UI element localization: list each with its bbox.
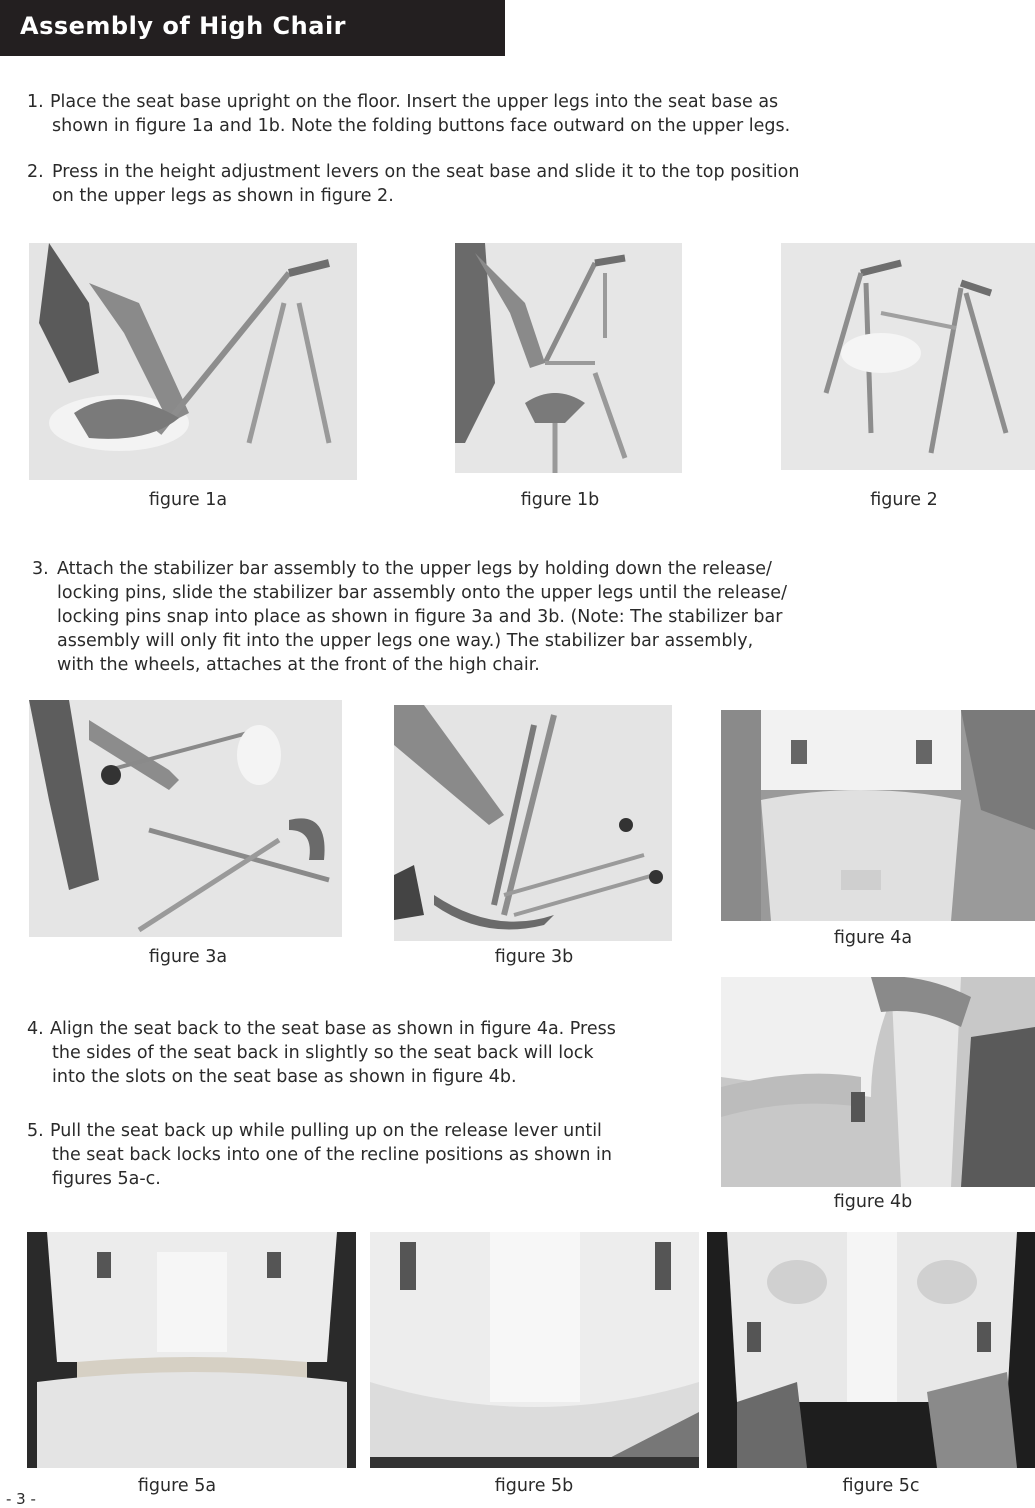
step-line: locking pins, slide the stabilizer bar assembly onto the upper legs until the release/ [57,583,787,603]
step-line: figures 5a-c. [52,1169,161,1189]
figure-1a-caption: figure 1a [148,490,228,510]
figure-5a-photo [27,1232,356,1468]
page-title: Assembly of High Chair [20,12,347,40]
figure-5b-photo [370,1232,699,1468]
figure-5c-photo [707,1232,1035,1468]
figure-3a-photo [29,700,342,937]
step-number: 2. [27,162,44,182]
figure-3b-photo [394,705,672,941]
figure-4b-caption: figure 4b [833,1192,913,1212]
step-line: locking pins snap into place as shown in figure 3a and 3b. (Note: The stabilizer bar [57,607,783,627]
step-number: 5. [27,1121,44,1141]
figure-1b-photo [455,243,682,473]
step-1 [27,90,887,138]
figure-4a-caption: figure 4a [833,928,913,948]
figure-3a-caption: figure 3a [148,947,228,967]
step-number: 1. [27,92,44,112]
step-line: the sides of the seat back in slightly so the seat back will lock [52,1043,594,1063]
step-number: 3. [32,559,49,579]
step-line: shown in figure 1a and 1b. Note the folding buttons face outward on the upper legs. [52,116,791,136]
step-line: Press in the height adjustment levers on the seat base and slide it to the top position [52,162,800,182]
figure-4a-photo [721,710,1035,921]
step-line: into the slots on the seat base as shown in figure 4b. [52,1067,517,1087]
step-number: 4. [27,1019,44,1039]
step-line: Place the seat base upright on the floor. Insert the upper legs into the seat base as [50,92,779,112]
step-line: with the wheels, attaches at the front of the high chair. [57,655,540,675]
figure-2-caption: figure 2 [870,490,938,510]
step-3 [32,557,892,677]
page-number: - 3 - [6,1490,36,1508]
step-5 [27,1119,707,1191]
step-line: Attach the stabilizer bar assembly to the upper legs by holding down the release/ [57,559,772,579]
step-4 [27,1017,707,1089]
step-line: on the upper legs as shown in figure 2. [52,186,394,206]
step-line: Pull the seat back up while pulling up on the release lever until [50,1121,602,1141]
figure-3b-caption: figure 3b [494,947,574,967]
figure-1a-photo [29,243,357,480]
figure-2-photo [781,243,1035,470]
figure-5a-caption: figure 5a [137,1476,217,1496]
figure-1b-caption: figure 1b [520,490,600,510]
step-line: Align the seat back to the seat base as shown in figure 4a. Press [50,1019,616,1039]
step-2 [27,160,887,208]
step-line: assembly will only fit into the upper legs one way.) The stabilizer bar assembly, [57,631,754,651]
figure-5c-caption: figure 5c [842,1476,920,1496]
figure-4b-photo [721,977,1035,1187]
step-line: the seat back locks into one of the recline positions as shown in [52,1145,612,1165]
figure-5b-caption: figure 5b [494,1476,574,1496]
title-bar [0,0,505,56]
